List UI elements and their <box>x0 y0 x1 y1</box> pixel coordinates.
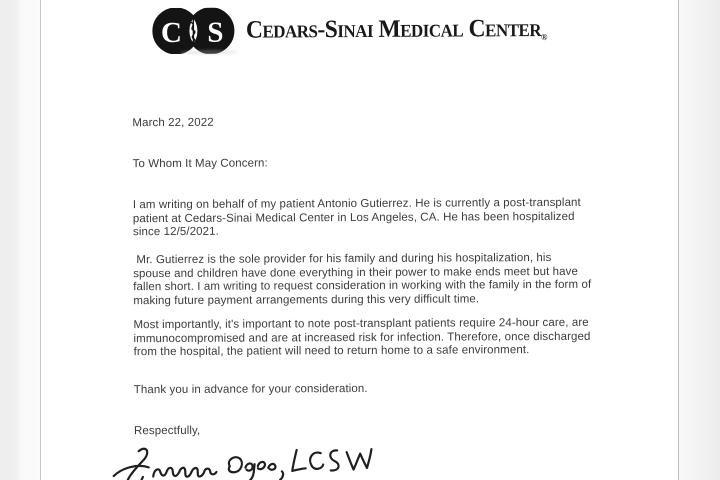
svg-text:S: S <box>206 16 224 49</box>
letterhead <box>40 4 677 55</box>
cedars-sinai-logo-icon <box>150 8 236 54</box>
paragraph-line: Most importantly, it's important to note post-transplant patients require 24-hour care, are <box>133 316 589 332</box>
paragraph-line: patient at Cedars-Sinai Medical Center in Los Angeles, CA. He has been hospitalized <box>132 210 575 225</box>
svg-text:C: C <box>160 16 182 50</box>
scan-margin-right <box>679 0 720 480</box>
paragraph-line: since 12/5/2021. <box>132 225 219 239</box>
paragraph-line: making future payment arrangements during this very difficult time. <box>133 293 480 307</box>
registered-trademark: ® <box>540 32 548 43</box>
paragraph-line: Mr. Gutierrez is the sole provider for his family and during his hospitalization, his <box>133 251 552 267</box>
closing-thanks: Thank you in advance for your consideration. <box>133 382 368 397</box>
letter-date: March 22, 2022 <box>132 116 214 130</box>
paragraph-line: spouse and children have done everything in their power to make ends meet but have <box>133 265 579 280</box>
paragraph-2 <box>133 252 591 309</box>
valediction: Respectfully, <box>133 424 201 438</box>
paragraph-1 <box>133 197 581 240</box>
org-name-text: Cedars-Sinai Medical Center <box>245 15 541 44</box>
salutation: To Whom It May Concern: <box>132 157 268 171</box>
paragraph-line: immunocompromised and are at increased risk for infection. Therefore, once discharged <box>133 330 591 345</box>
letter-content <box>40 0 679 480</box>
paragraph-line: from the hospital, the patient will need to return home to a safe environment. <box>133 344 530 359</box>
handwritten-signature <box>108 438 378 480</box>
scan-margin-left <box>0 0 40 480</box>
letter-page <box>40 0 679 480</box>
paragraph-line: fallen short. I am writing to request consideration in working with the family in the form of <box>133 278 592 294</box>
org-name <box>245 15 547 45</box>
paragraph-3 <box>133 317 590 360</box>
paragraph-line: I am writing on behalf of my patient Antonio Gutierrez. He is currently a post-transplant <box>132 196 581 212</box>
